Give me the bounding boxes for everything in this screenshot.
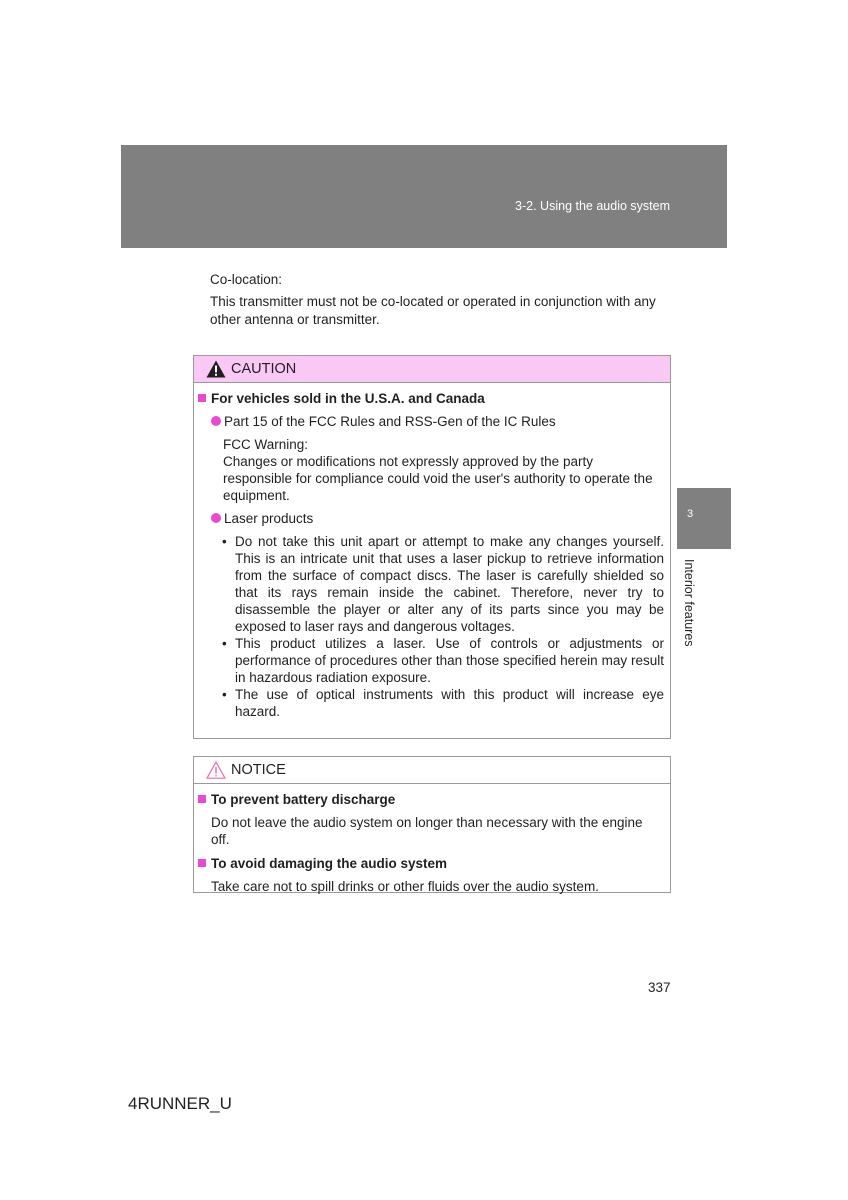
bullet-mark: •: [222, 534, 227, 549]
fcc-warning: [198, 436, 664, 504]
caution-section-heading-text: For vehicles sold in the U.S.A. and Canada: [211, 391, 485, 406]
caution-item-fcc: [198, 413, 664, 430]
square-bullet-icon: [198, 859, 206, 867]
fcc-warning-text: Changes or modifications not expressly approved by the party responsible for compliance could void the user's authority to operate the equipment.: [223, 454, 653, 503]
bullet-mark: •: [222, 687, 227, 702]
caution-body: [194, 383, 670, 720]
caution-item-fcc-label: Part 15 of the FCC Rules and RSS-Gen of the IC Rules: [224, 414, 556, 429]
notice-box: [193, 756, 671, 893]
intro-heading: Co-location:: [210, 272, 283, 287]
fcc-warning-title: FCC Warning:: [223, 437, 309, 452]
notice-heading-2: [198, 855, 664, 872]
chapter-tab: [677, 488, 731, 549]
square-bullet-icon: [198, 795, 206, 803]
laser-bullet-2: [198, 635, 664, 686]
section-title: 3-2. Using the audio system: [515, 199, 670, 213]
intro-text: This transmitter must not be co-located or operated in conjunction with any other antenna or transmitter.: [210, 294, 656, 327]
circle-bullet-icon: [211, 513, 221, 523]
laser-bullet-3-text: The use of optical instruments with this product will increase eye hazard.: [235, 687, 664, 719]
caution-section-heading: [198, 390, 664, 407]
circle-bullet-icon: [211, 416, 221, 426]
warning-triangle-outline-icon: [206, 761, 226, 779]
caution-box: [193, 355, 671, 739]
laser-bullet-1: [198, 533, 664, 635]
caution-item-laser-label: Laser products: [224, 511, 314, 526]
notice-text-2: Take care not to spill drinks or other fluids over the audio system.: [211, 879, 599, 894]
caution-header: [194, 356, 670, 383]
notice-body: [194, 784, 670, 895]
notice-heading-1-text: To prevent battery discharge: [211, 792, 396, 807]
page-number: 337: [648, 980, 671, 995]
bullet-mark: •: [222, 636, 227, 651]
laser-bullet-3: [198, 686, 664, 720]
chapter-number: 3: [687, 508, 694, 520]
caution-title: CAUTION: [231, 361, 297, 377]
square-bullet-icon: [198, 394, 206, 402]
notice-title: NOTICE: [231, 762, 286, 778]
notice-header: [194, 757, 670, 784]
notice-text-1: Do not leave the audio system on longer than necessary with the engine off.: [211, 815, 643, 847]
header-band: [121, 145, 727, 248]
model-code: 4RUNNER_U: [128, 1094, 232, 1113]
notice-heading-1: [198, 791, 664, 808]
caution-item-laser: [198, 510, 664, 527]
chapter-label: Interior features: [682, 559, 696, 647]
intro-section: [210, 271, 668, 329]
notice-heading-2-text: To avoid damaging the audio system: [211, 856, 448, 871]
laser-bullet-2-text: This product utilizes a laser. Use of controls or adjustments or performance of procedures other than those specified herein may result in hazardous radiation exposure.: [235, 636, 664, 685]
warning-triangle-filled-icon: [206, 360, 226, 378]
laser-bullet-1-text: Do not take this unit apart or attempt to make any changes yourself. This is an intricate unit that uses a laser pickup to retrieve information from the surface of compact discs. The laser is carefully shielded so that its rays remain inside the cabinet. Therefore, never try to disassemble the player or alter any of its parts since you may be exposed to laser rays and dangerous voltages.: [235, 534, 664, 634]
